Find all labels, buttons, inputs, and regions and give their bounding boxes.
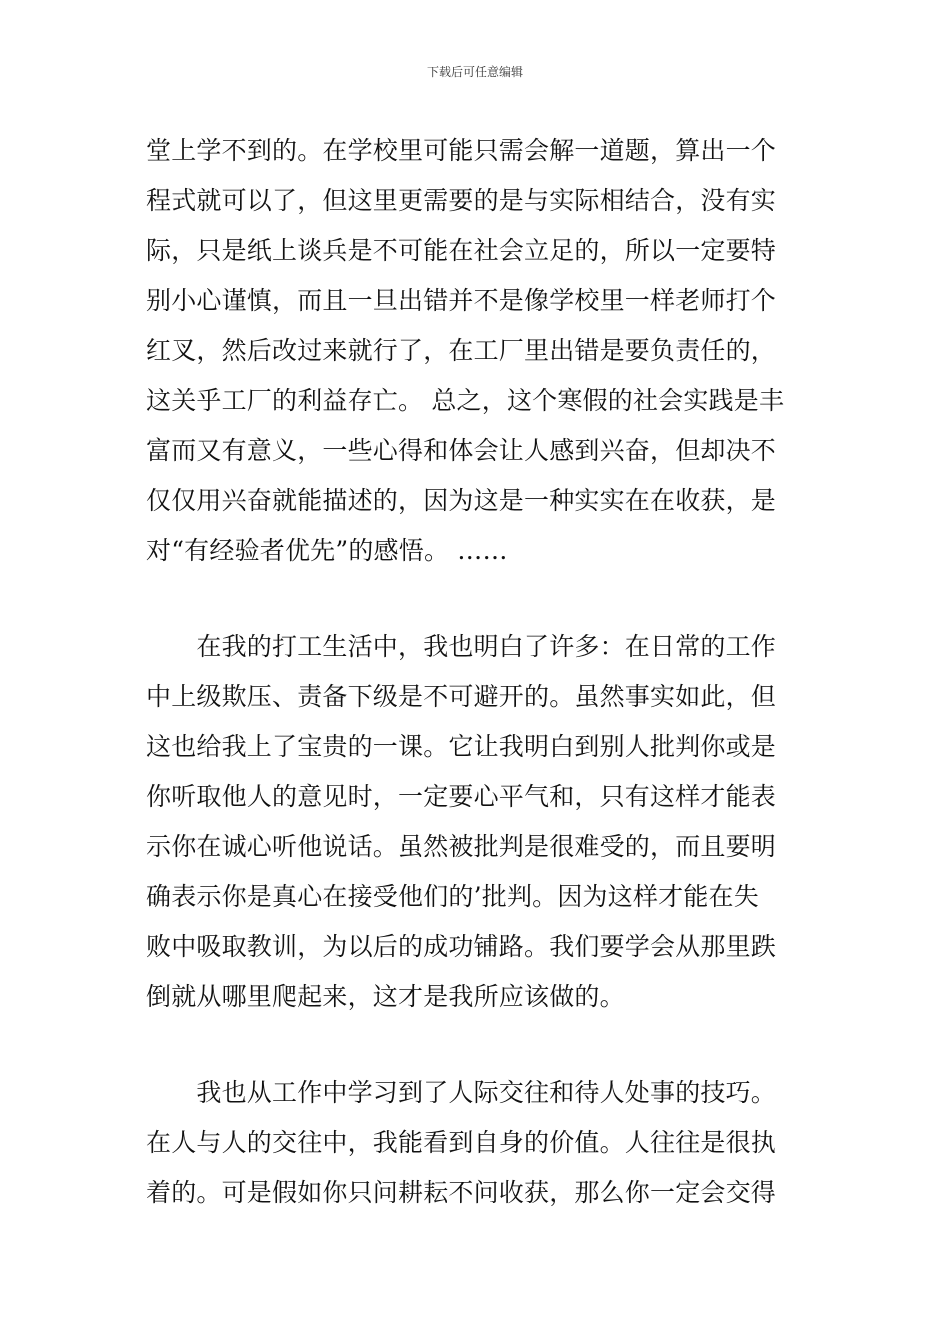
text-line: 程式就可以了，但这里更需要的是与实际相结合，没有实 — [146, 186, 777, 215]
text-line: 堂上学不到的。在学校里可能只需会解一道题，算出一个 — [146, 136, 777, 165]
paragraph-1 — [146, 126, 808, 576]
paragraph-spacer — [146, 1022, 808, 1068]
text-line: 这也给我上了宝贵的一课。它让我明白到别人批判你或是 — [146, 732, 777, 761]
text-line: 别小心谨慎，而且一旦出错并不是像学校里一样老师打个 — [146, 286, 777, 315]
paragraph-spacer — [146, 576, 808, 622]
text-line: 你听取他人的意见时，一定要心平气和，只有这样才能表 — [146, 782, 777, 811]
text-line: 在我的打工生活中，我也明白了许多：在日常的工作 — [146, 632, 777, 661]
text-line: 示你在诚心听他说话。虽然被批判是很难受的，而且要明 — [146, 832, 777, 861]
text-line: 际，只是纸上谈兵是不可能在社会立足的，所以一定要特 — [146, 236, 777, 265]
text-line: 这关乎工厂的利益存亡。 总之，这个寒假的社会实践是丰 — [146, 386, 785, 415]
text-line: 我也从工作中学习到了人际交往和待人处事的技巧。 — [146, 1078, 777, 1107]
paragraph-2 — [146, 622, 808, 1022]
text-line: 对“有经验者优先”的感悟。 …… — [146, 536, 508, 565]
document-body — [146, 126, 808, 1218]
text-line: 败中吸取教训，为以后的成功铺路。我们要学会从那里跌 — [146, 932, 777, 961]
text-line: 在人与人的交往中，我能看到自身的价值。人往往是很执 — [146, 1128, 777, 1157]
text-line: 仅仅用兴奋就能描述的，因为这是一种实实在在收获，是 — [146, 486, 777, 515]
paragraph-3 — [146, 1068, 808, 1218]
text-line: 中上级欺压、责备下级是不可避开的。虽然事实如此，但 — [146, 682, 777, 711]
text-line: 倒就从哪里爬起来，这才是我所应该做的。 — [146, 982, 625, 1011]
text-line: 确表示你是真心在接受他们的’批判。因为这样才能在失 — [146, 882, 759, 911]
text-line: 着的。可是假如你只问耕耘不问收获，那么你一定会交得 — [146, 1178, 777, 1207]
text-line: 红叉，然后改过来就行了，在工厂里出错是要负责任的， — [146, 336, 777, 365]
text-line: 富而又有意义，一些心得和体会让人感到兴奋，但却决不 — [146, 436, 777, 465]
page-header: 下载后可任意编辑 — [426, 65, 523, 79]
